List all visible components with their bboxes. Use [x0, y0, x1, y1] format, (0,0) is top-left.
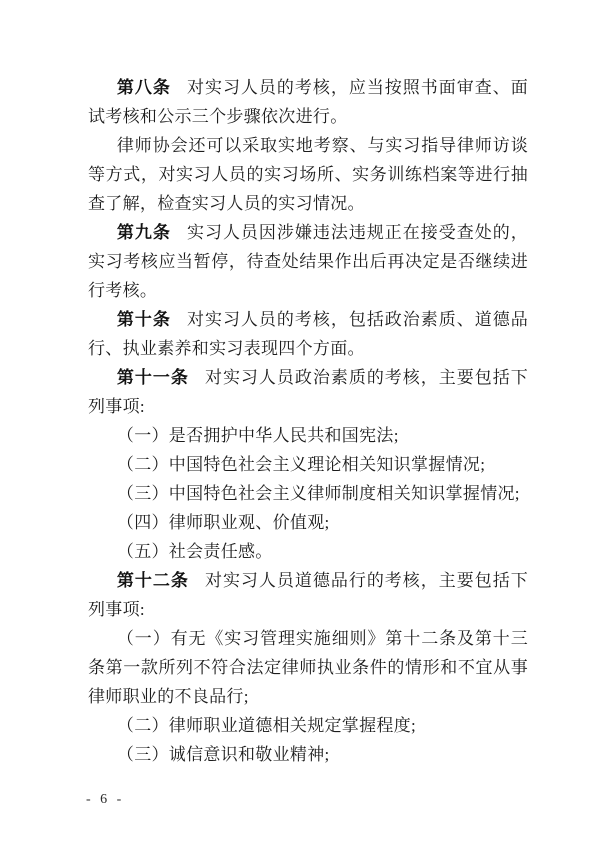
paragraph-text: 律师协会还可以采取实地考察、与实习指导律师访谈等方式，对实习人员的实习场所、实务训练档案等进行抽查了解，检查实习人员的实习情况。 [88, 136, 528, 213]
paragraph-article-12 [88, 566, 528, 624]
document-body [88, 73, 528, 769]
paragraph-article-9 [88, 218, 528, 305]
list-item-art12-3 [88, 740, 528, 769]
paragraph-text: 对实习人员的考核，应当按照书面审查、面试考核和公示三个步骤依次进行。 [88, 78, 528, 126]
list-item-art11-1 [88, 421, 528, 450]
paragraph-article-11 [88, 363, 528, 421]
list-item-art11-2 [88, 450, 528, 479]
article-number-label: 第十二条 [116, 571, 189, 590]
article-number-label: 第十条 [116, 310, 171, 329]
list-item-art12-2 [88, 711, 528, 740]
paragraph-text: 对实习人员道德品行的考核，主要包括下列事项: [88, 571, 528, 619]
paragraph-text: 对实习人员政治素质的考核，主要包括下列事项: [88, 368, 528, 416]
list-item-art11-5 [88, 537, 528, 566]
list-item-text: （二）律师职业道德相关规定掌握程度; [116, 716, 417, 735]
list-item-art11-3 [88, 479, 528, 508]
list-item-text: （四）律师职业观、价值观; [116, 513, 330, 532]
article-number-label: 第十一条 [116, 368, 189, 387]
paragraph-article-8 [88, 73, 528, 131]
paragraph-article-8-continuation [88, 131, 528, 218]
list-item-text: （二）中国特色社会主义理论相关知识掌握情况; [116, 455, 486, 474]
list-item-art11-4 [88, 508, 528, 537]
page-number: - 6 - [86, 792, 125, 807]
article-number-label: 第八条 [116, 78, 171, 97]
article-number-label: 第九条 [116, 223, 171, 242]
list-item-text: （五）社会责任感。 [116, 542, 273, 561]
paragraph-text: 对实习人员的考核，包括政治素质、道德品行、执业素养和实习表现四个方面。 [88, 310, 528, 358]
list-item-text: （三）诚信意识和敬业精神; [116, 745, 330, 764]
paragraph-article-10 [88, 305, 528, 363]
paragraph-text: 实习人员因涉嫌违法违规正在接受查处的，实习考核应当暂停，待查处结果作出后再决定是否继续进行考核。 [88, 223, 528, 300]
list-item-text: （一）是否拥护中华人民共和国宪法; [116, 426, 399, 445]
list-item-text: （三）中国特色社会主义律师制度相关知识掌握情况; [116, 484, 520, 503]
list-item-art12-1 [88, 624, 528, 711]
list-item-text: （一）有无《实习管理实施细则》第十二条及第十三条第一款所列不符合法定律师执业条件的情形和不宜从事律师职业的不良品行; [88, 629, 528, 706]
